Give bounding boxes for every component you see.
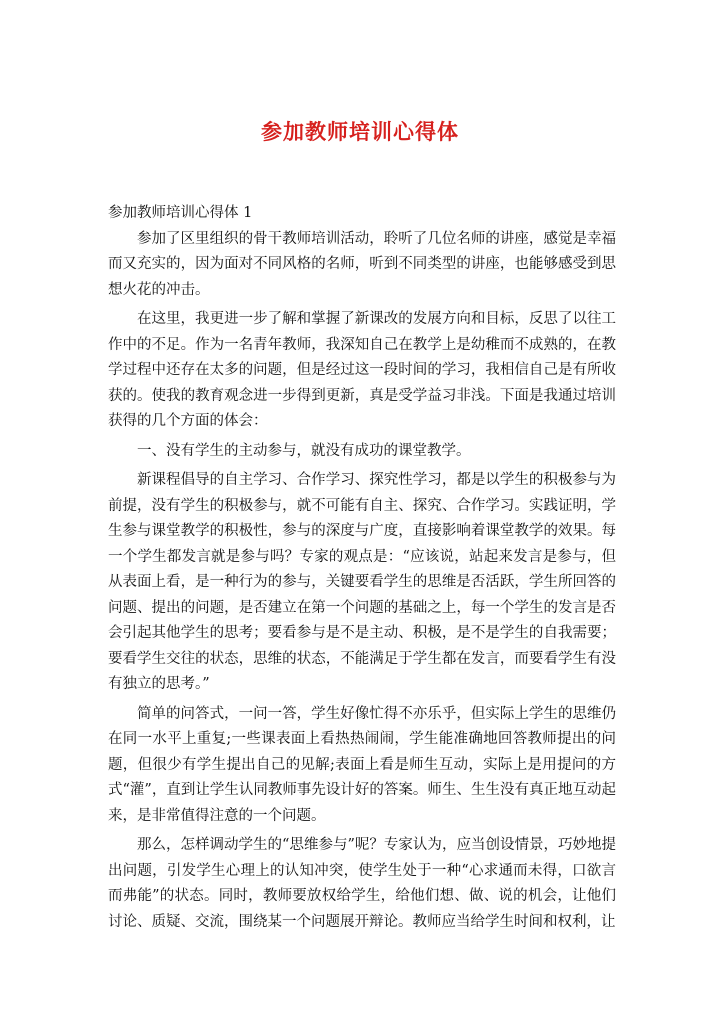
document-title: 参加教师培训心得体 [261, 119, 459, 144]
document-body [108, 201, 616, 939]
paragraph-3-heading: 一、没有学生的主动参与，就没有成功的课堂教学。 [137, 442, 471, 459]
section-subtitle: 参加教师培训心得体 1 [108, 205, 253, 221]
paragraph-1: 参加了区里组织的骨干教师培训活动，聆听了几位名师的讲座，感觉是幸福而又充实的，因为面对不同风格的名师，听到不同类型的讲座，也能够感受到思想火花的冲击。 [108, 230, 616, 298]
paragraph-6: 那么，怎样调动学生的“思维参与”呢？专家认为，应当创设情景，巧妙地提出问题，引发学生心理上的认知冲突，使学生处于一种“心求通而未得，口欲言而弗能”的状态。同时，教师要放权给学生，给他们想、做、说的机会，让他们讨论、质疑、交流，围绕某一个问题展开辩论。教师应当给学生时间和权利，让 [108, 837, 616, 930]
paragraph-4: 新课程倡导的自主学习、合作学习、探究性学习，都是以学生的积极参与为前提，没有学生的积极参与，就不可能有自主、探究、合作学习。实践证明，学生参与课堂教学的积极性，参与的深度与广度，直接影响着课堂教学的效果。每一个学生都发言就是参与吗？专家的观点是：“应该说，站起来发言是参与，但从表面上看，是一种行为的参与，关键要看学生的思维是否活跃，学生所回答的问题、提出的问题，是否建立在第一个问题的基础之上，每一个学生的发言是否会引起其他学生的思考；要看参与是不是主动、积极，是不是学生的自我需要；要看学生交往的状态，思维的状态，不能满足于学生都在发言，而要看学生有没有独立的思考。” [108, 472, 616, 692]
paragraph-5: 简单的问答式，一问一答，学生好像忙得不亦乐乎，但实际上学生的思维仍在同一水平上重复;一些课表面上看热热闹闹，学生能准确地回答教师提出的问题，但很少有学生提出自己的见解;表面上看是师生互动，实际上是用提问的方式“灌”，直到让学生认同教师事先设计好的答案。师生、生生没有真正地互动起来，是非常值得注意的一个问题。 [108, 705, 616, 824]
paragraph-2: 在这里，我更进一步了解和掌握了新课改的发展方向和目标，反思了以往工作中的不足。作为一名青年教师，我深知自己在教学上是幼稚而不成熟的，在教学过程中还存在太多的问题，但是经过这一段时间的学习，我相信自己是有所收获的。使我的教育观念进一步得到更新，真是受学益习非浅。下面是我通过培训获得的几个方面的体会： [108, 311, 616, 429]
